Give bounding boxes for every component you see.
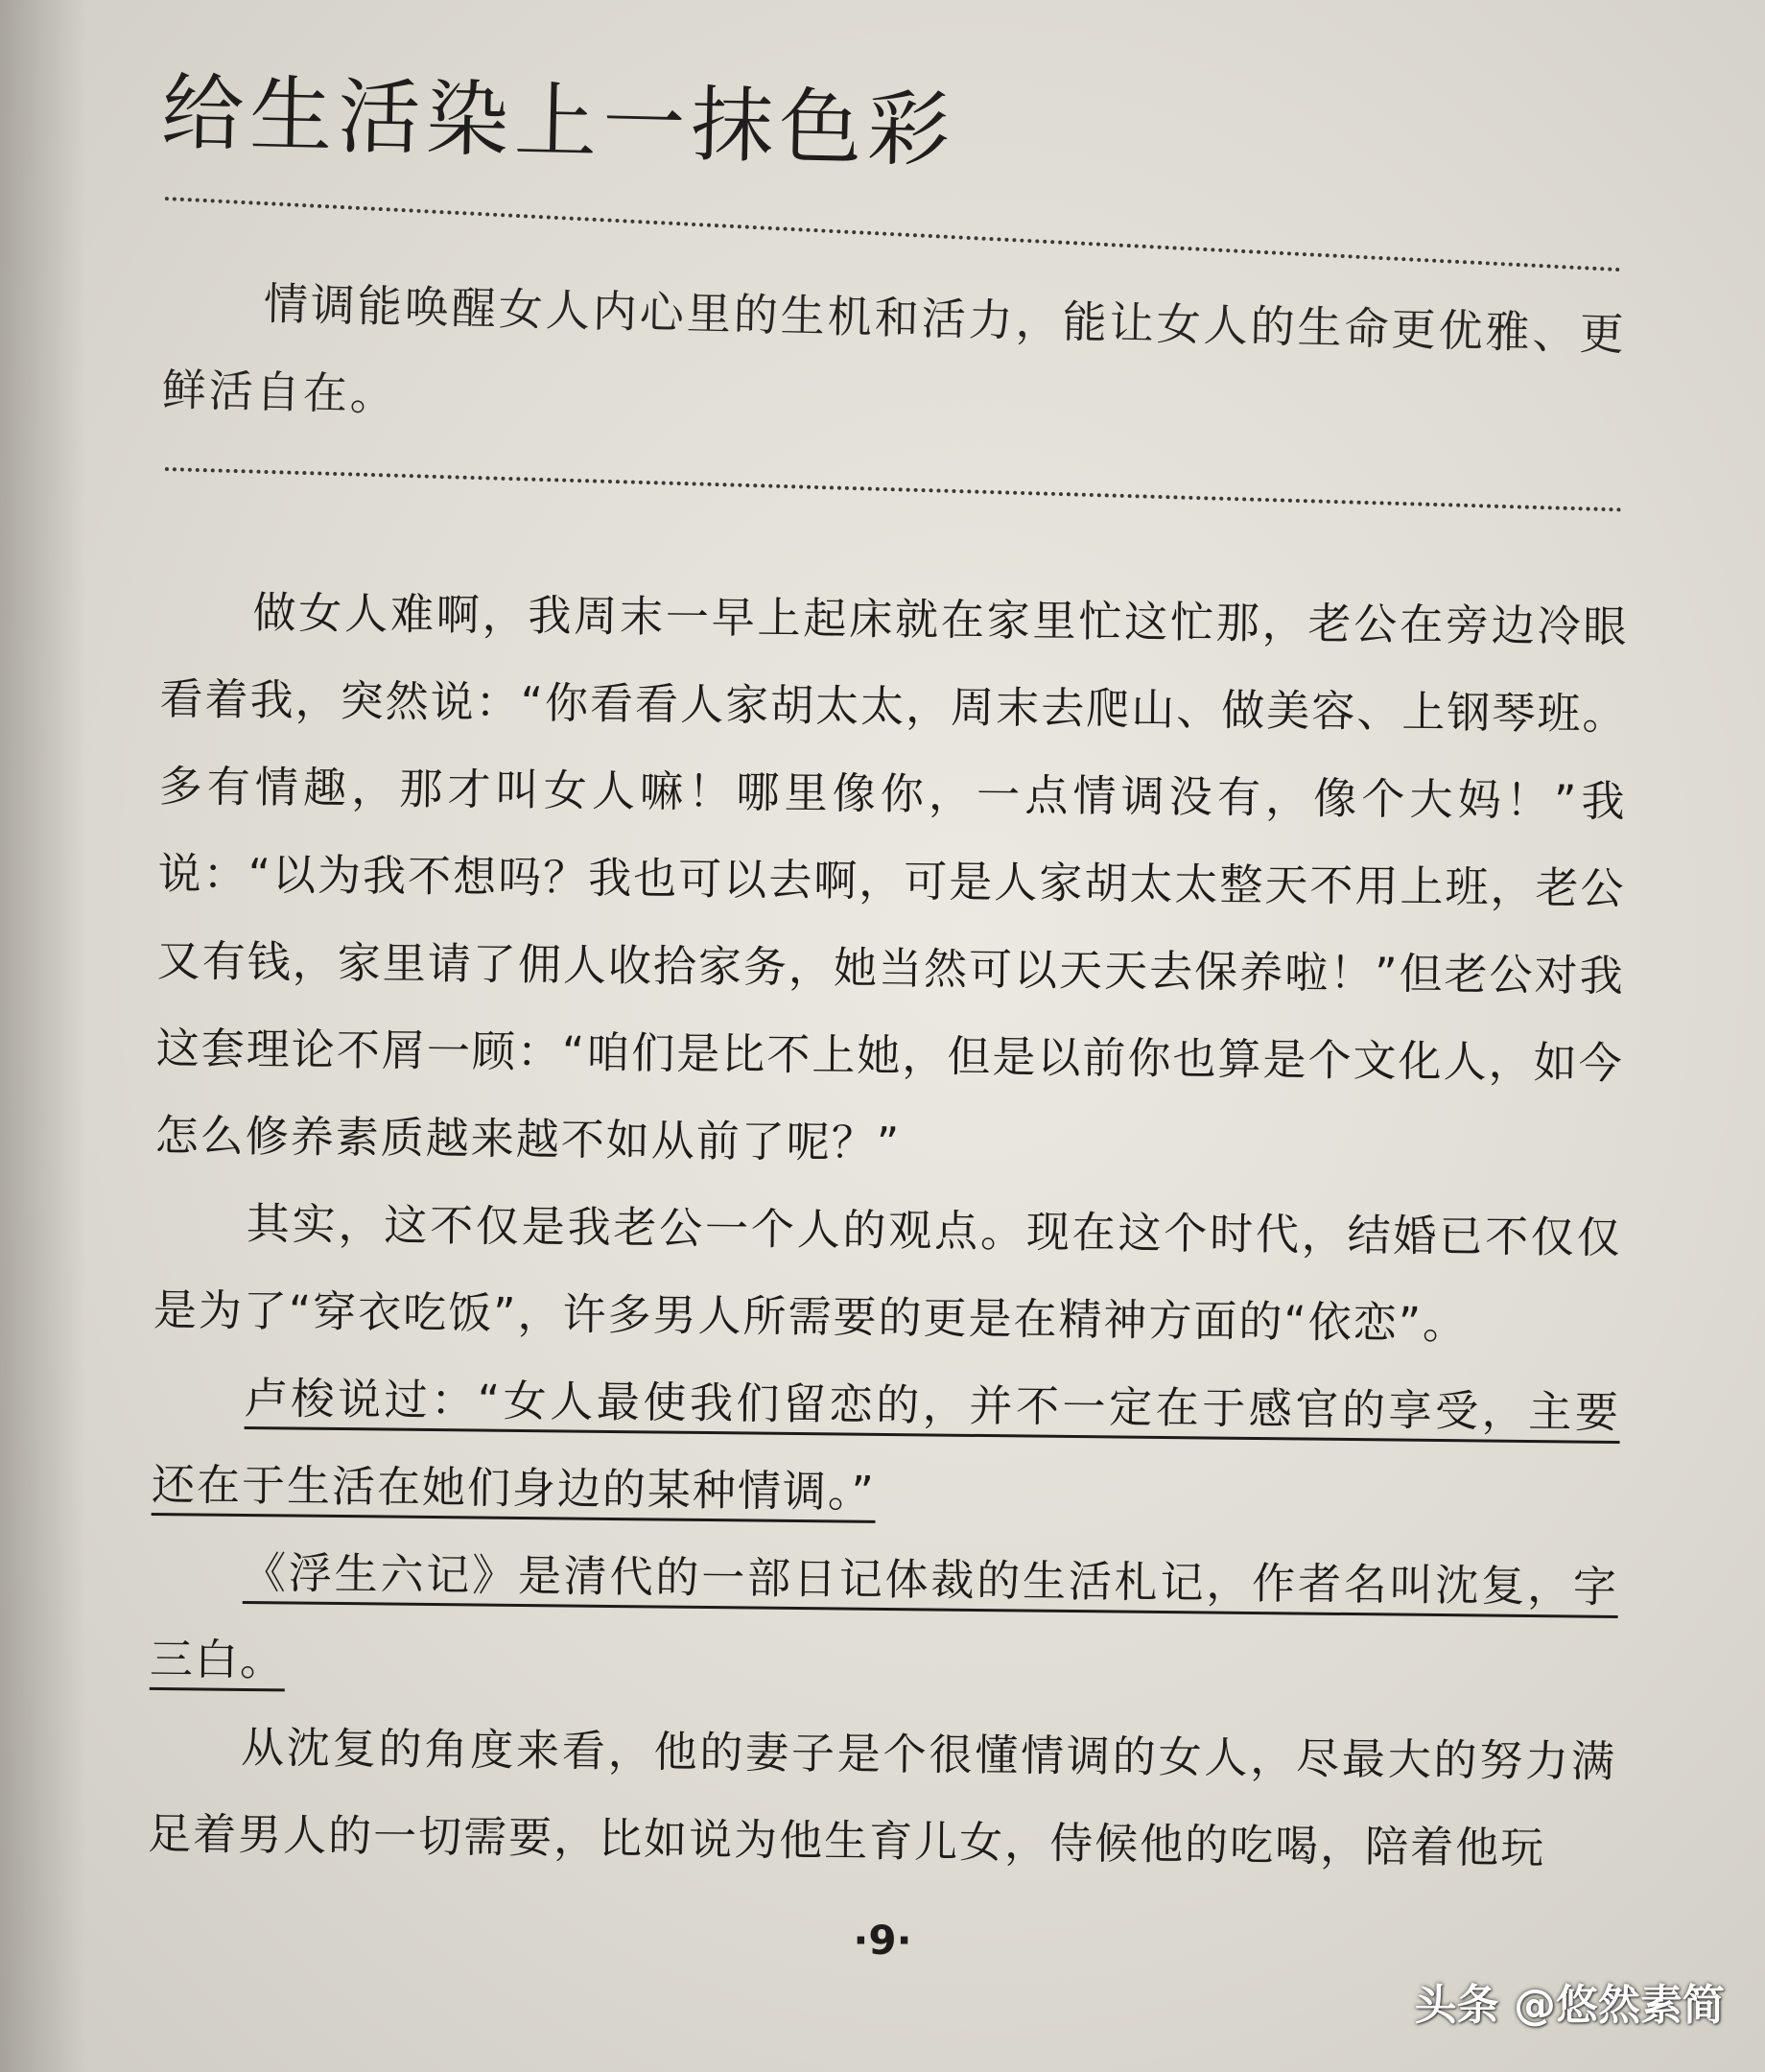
dotted-divider-bottom	[165, 467, 1623, 511]
dotted-divider-top	[165, 197, 1621, 271]
paragraph: 做女人难啊，我周末一早上起床就在家里忙这忙那，老公在旁边冷眼看着我，突然说：“你看看人家胡太太，周末去爬山、做美容、上钢琴班。多有情趣，那才叫女人嘛！哪里像你，一点情调没有，像个大妈！”我说：“以为我不想吗？我也可以去啊，可是人家胡太太整天不用上班，老公又有钱，家里请了佣人收拾家务，她当然可以天天去保养啦！”但老公对我这套理论不屑一顾：“咱们是比不上她，但是以前你也算是个文化人，如今怎么修养素质越来越不如从前了呢？”	[154, 587, 1629, 1169]
underlined-quote-paragraph: 卢梭说过：“女人最使我们留恋的，并不一定在于感官的享受，主要还在于生活在她们身边的某种情调。”	[151, 1372, 1621, 1518]
paragraph: 从沈复的角度来看，他的妻子是个很懂情调的女人，尽最大的努力满足着男人的一切需要，比如说为他生育儿女，侍候他的吃喝，陪着他玩	[147, 1721, 1617, 1874]
watermark-text: 头条 @悠然素简	[1414, 1981, 1725, 2030]
underlined-paragraph: 《浮生六记》是清代的一部日记体裁的生活札记，作者名叫沈复，字三白。	[149, 1546, 1619, 1686]
book-spine-shadow	[0, 0, 86, 2072]
page-number: ·9·	[853, 1917, 912, 1964]
chapter-intro: 情调能唤醒女人内心里的生机和活力，能让女人的生命更优雅、更鲜活自在。	[161, 277, 1628, 421]
paragraph: 其实，这不仅是我老公一个人的观点。现在这个时代，结婚已不仅仅是为了“穿衣吃饭”，许多男人所需要的更是在精神方面的“依恋”。	[153, 1197, 1623, 1350]
body-text	[148, 568, 1629, 1893]
chapter-title: 给生活染上一抹色彩	[160, 64, 957, 179]
